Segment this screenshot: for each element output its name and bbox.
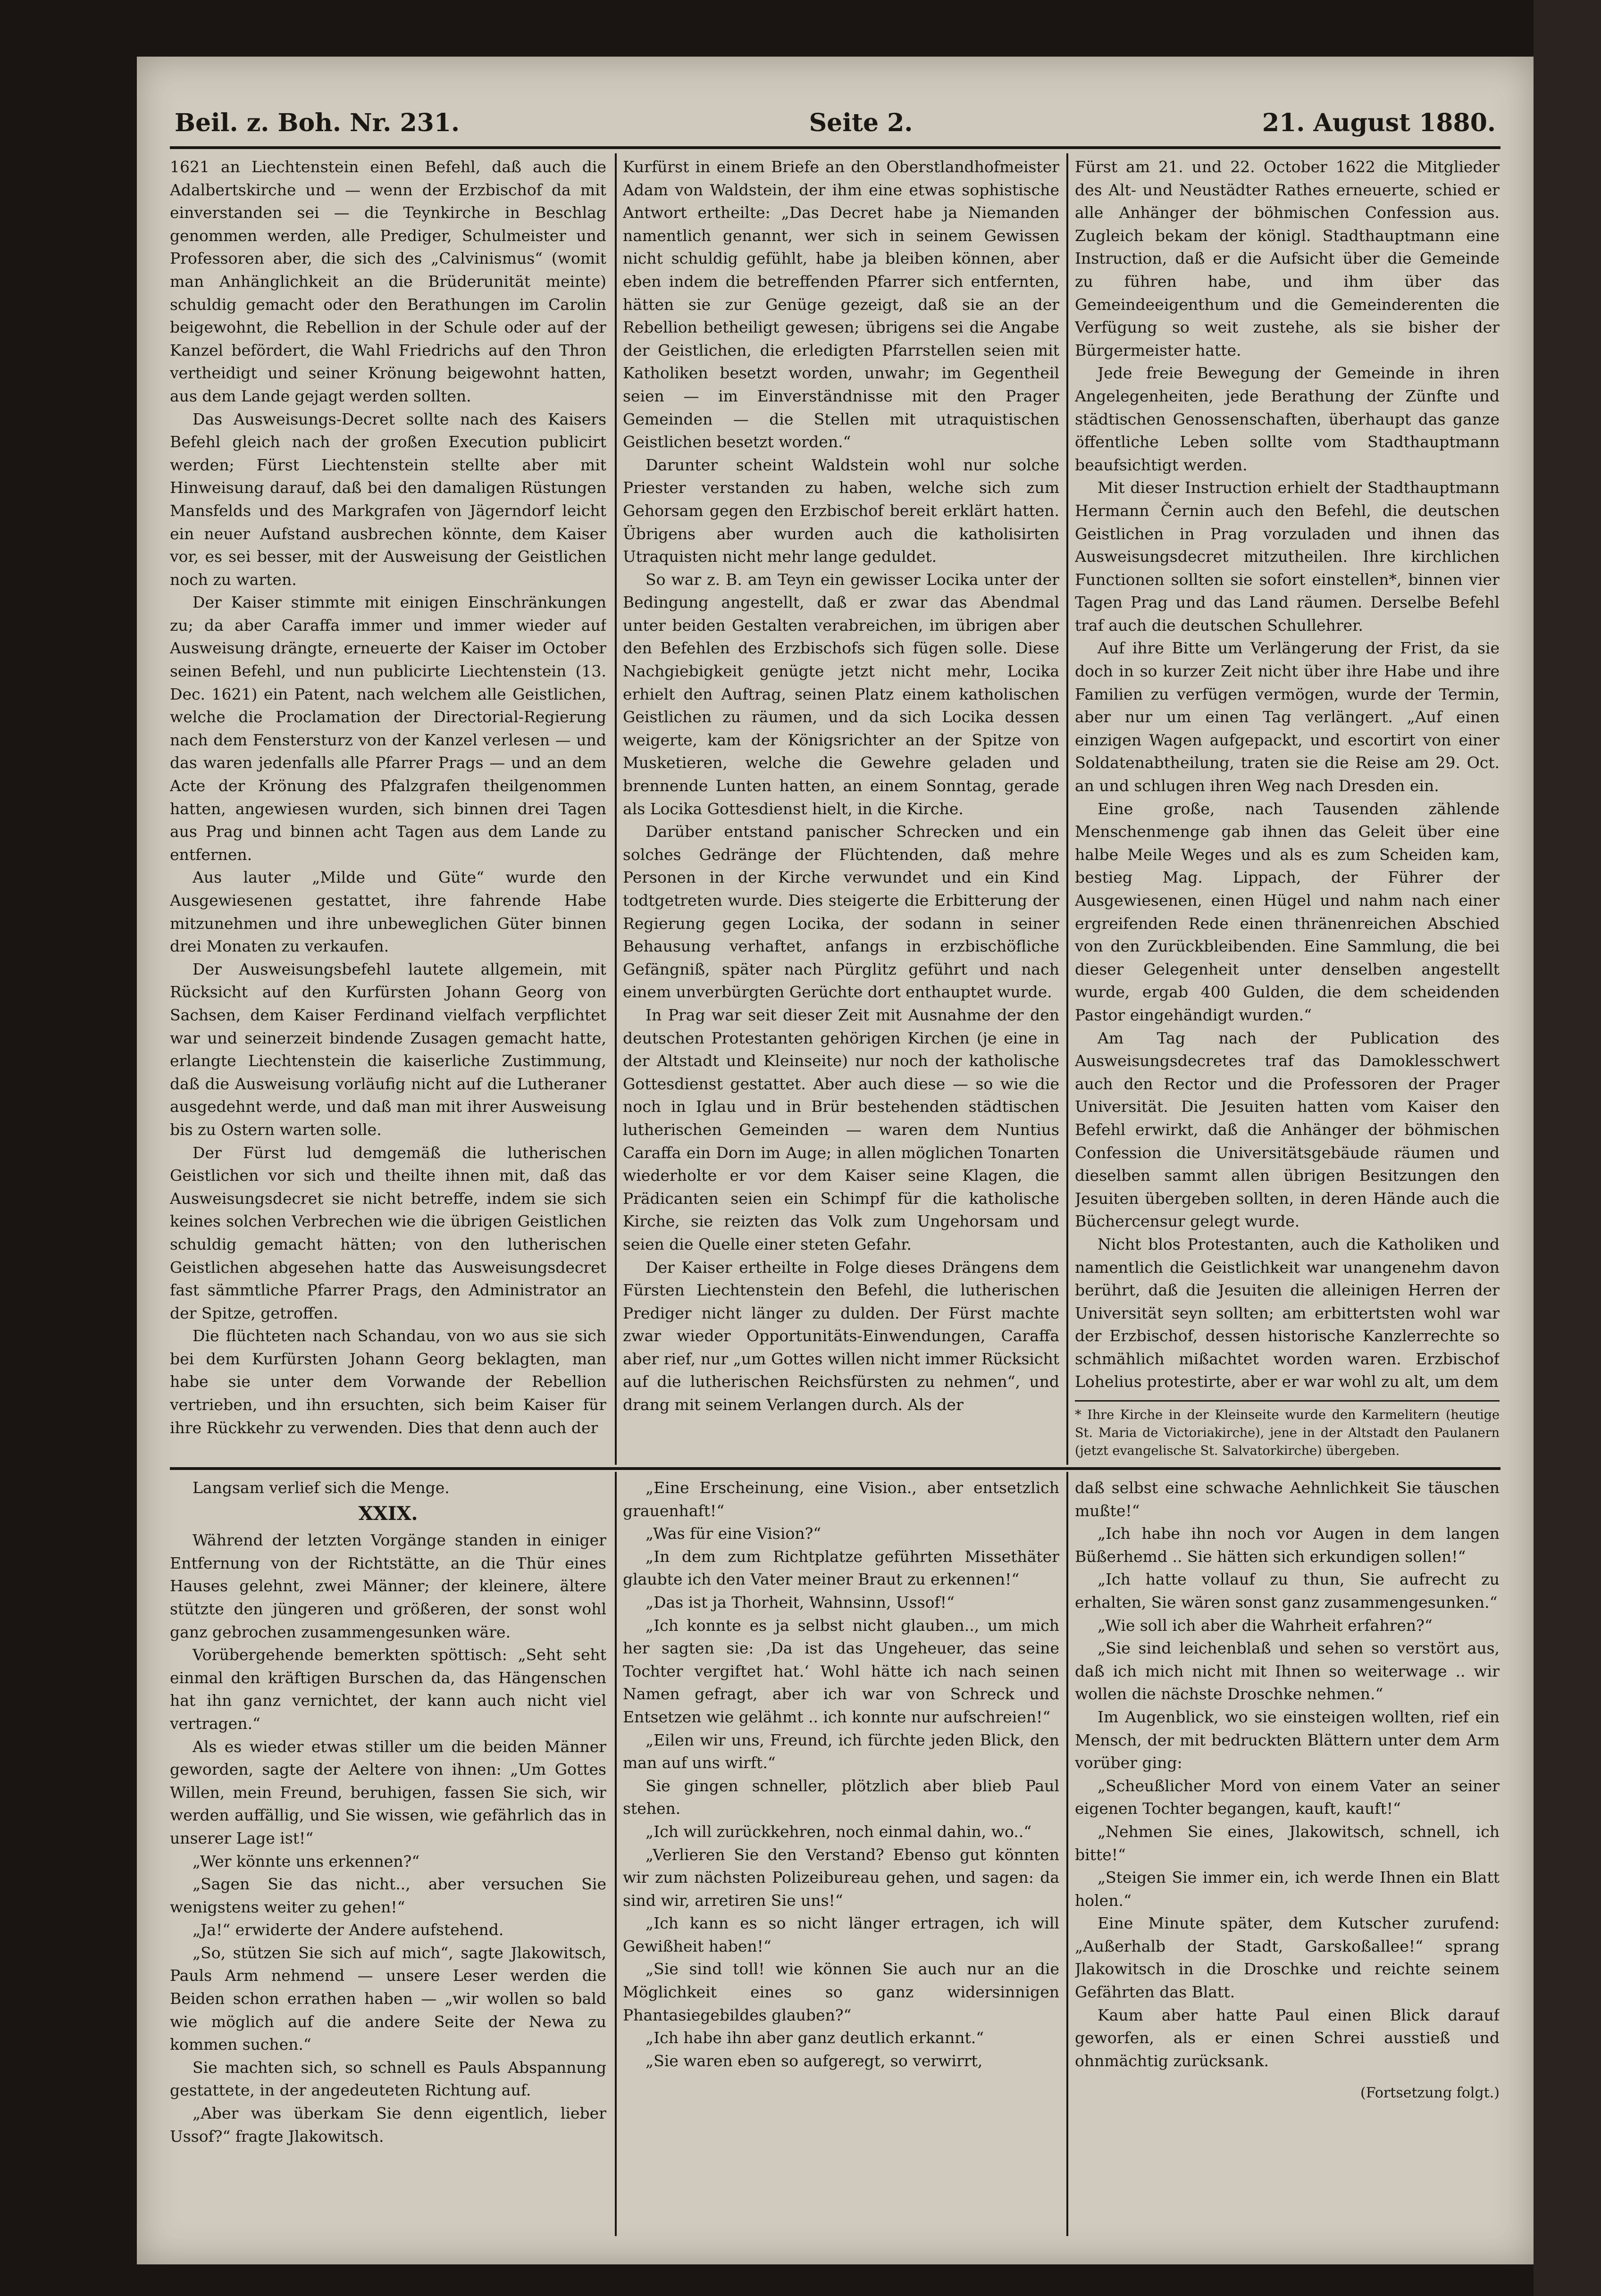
- story-paragraph: „Ich habe ihn noch vor Augen in dem langen Büßerhemd .. Sie hätten sich erkundigen sollen!“: [1075, 1524, 1500, 1566]
- page-header: [175, 104, 1496, 142]
- article-paragraph: Der Ausweisungsbefehl lautete allgemein, mit Rücksicht auf den Kurfürsten Johann Georg von Sachsen, dem Kaiser Ferdinand vielfach verpflichtet war und seinerzeit bindende Zusagen gemacht hatte, erlangte Liechtenstein die kaiserliche Zustimmung, daß die Ausweisung vorläufig nicht auf die Lutheraner ausgedehnt werde, und daß man mit ihrer Ausweisung bis zu Ostern warten solle.: [170, 960, 606, 1139]
- article-paragraph: Darüber entstand panischer Schrecken und ein solches Gedränge der Flüchtenden, daß mehre Personen in der Kirche verwundet und ein Kind todtgetreten wurde. Dies steigerte die Erbitterung der Regierung gegen Locika, der sodann in seiner Behausung verhaftet, anfangs in erzbischöfliche Gefängniß, später nach Pürglitz geführt und nach einem unverbürgten Gerüchte dort enthauptet wurde.: [623, 822, 1059, 1002]
- column-rule-3: [615, 1472, 617, 2236]
- footnote: * Ihre Kirche in der Kleinseite wurde den Karmelitern (heutige St. Maria de Victoriakirche), jene in der Altstadt den Paulanern (jetzt evangelische St. Salvatorkirche) übergeben.: [1075, 1400, 1500, 1460]
- article-paragraph: So war z. B. am Teyn ein gewisser Locika unter der Bedingung angestellt, daß er zwar das Abendmal unter beiden Gestalten verabreichen, im übrigen aber den Befehlen des Erzbischofs sich fügen solle. Diese Nachgiebigkeit genügte jetzt nicht mehr, Locika erhielt den Auftrag, seinen Platz einem katholischen Geistlichen zu räumen, und da sich Locika dessen weigerte, kam der Königsrichter an der Spitze von Musketieren, welche die Gewehre geladen und brennende Lunten hatten, an einem Sonntag, gerade als Locika Gottesdienst hielt, in die Kirche.: [623, 570, 1059, 818]
- story-paragraph: Im Augenblick, wo sie einsteigen wollten, rief ein Mensch, der mit bedruckten Blättern unter dem Arm vorüber ging:: [1075, 1707, 1500, 1772]
- column-rule-1: [615, 153, 617, 1465]
- story-paragraph: „Ich will zurückkehren, noch einmal dahin, wo..“: [645, 1822, 1032, 1841]
- header-date: 21. August 1880.: [1262, 108, 1496, 137]
- header-issue: Beil. z. Boh. Nr. 231.: [175, 108, 460, 137]
- story-paragraph: „Verlieren Sie den Verstand? Ebenso gut könnten wir zum nächsten Polizeibureau gehen, und sagen: da sind wir, arretiren Sie uns!“: [623, 1845, 1059, 1910]
- article-paragraph: Fürst am 21. und 22. October 1622 die Mitglieder des Alt- und Neustädter Rathes erneuerte, schied er alle Anhänger der böhmischen Confession aus. Zugleich bekam der königl. Stadthauptmann eine Instruction, daß er die Aufsicht über die Gemeinde zu führen habe, und ihm über das Gemeindeeigenthum und die Gemeinderenten die Verfügung so weit zustehe, als sie bisher der Bürgermeister hatte.: [1075, 158, 1500, 359]
- story-paragraph: Langsam verlief sich die Menge.: [193, 1478, 450, 1497]
- article-paragraph: Aus lauter „Milde und Güte“ wurde den Ausgewiesenen gestattet, ihre fahrende Habe mitzunehmen und ihre unbeweglichen Güter binnen drei Monaten zu verkaufen.: [170, 868, 606, 956]
- article-paragraph: Der Kaiser ertheilte in Folge dieses Drängens dem Fürsten Liechtenstein den Befehl, die lutherischen Prediger nicht länger zu dulden. Der Fürst machte zwar wieder Opportunitäts-Einwendungen, Caraffa aber rief, nur „um Gottes willen nicht immer Rücksicht auf die lutherischen Reichsfürsten zu nehmen“, und drang mit seinem Verlangen durch. Als der: [623, 1258, 1059, 1414]
- article-paragraph: Jede freie Bewegung der Gemeinde in ihren Angelegenheiten, jede Berathung der Zünfte und städtischen Genossenschaften, überhaupt das ganze öffentliche Leben sollte vom Stadthauptmann beaufsichtigt werden.: [1075, 364, 1500, 474]
- story-paragraph: „Scheußlicher Mord von einem Vater an seiner eigenen Tochter begangen, kauft, kauft!“: [1075, 1776, 1500, 1818]
- story-paragraph: Während der letzten Vorgänge standen in einiger Entfernung von der Richtstätte, an die Thür eines Hauses gelehnt, zwei Männer; der kleinere, ältere stützte den jüngeren und größeren, der sonst wohl ganz gebrochen zusammengesunken wäre.: [170, 1531, 606, 1641]
- story-paragraph: „Was für eine Vision?“: [645, 1524, 821, 1543]
- article-paragraph: In Prag war seit dieser Zeit mit Ausnahme der den deutschen Protestanten gehörigen Kirchen (je eine in der Altstadt und Kleinseite) nur noch der katholische Gottesdienst gestattet. Aber auch diese — so wie die noch in Iglau und in Brür bestehenden städtischen lutherischen Gemeinden — waren dem Nuntius Caraffa ein Dorn im Auge; in allen möglichen Tonarten wiederholte er vor dem Kaiser seine Klagen, die Prädicanten seien ein Schimpf für die katholische Kirche, sie reizten das Volk zum Ungehorsam und seien die Quelle einer steten Gefahr.: [623, 1005, 1059, 1253]
- story-paragraph: „Ich kann es so nicht länger ertragen, ich will Gewißheit haben!“: [623, 1914, 1059, 1955]
- story-paragraph: „Steigen Sie immer ein, ich werde Ihnen ein Blatt holen.“: [1075, 1868, 1500, 1910]
- continuation-note: (Fortsetzung folgt.): [1360, 2085, 1500, 2102]
- article-paragraph: Die flüchteten nach Schandau, von wo aus sie sich bei dem Kurfürsten Johann Georg beklagten, man habe sie unter dem Vorwande der Rebellion vertrieben, und ihn ersuchten, sich beim Kaiser für ihre Rückkehr zu verwenden. Dies that denn auch der: [170, 1327, 606, 1437]
- story-paragraph: „Sagen Sie das nicht.., aber versuchen Sie wenigstens weiter zu gehen!“: [170, 1875, 606, 1916]
- article-column-1: [170, 156, 606, 1462]
- story-paragraph: „Ich konnte es ja selbst nicht glauben.., um mich her sagten sie: ‚Da ist das Ungeheuer, das seine Tochter vergiftet hat.‘ Wohl hätte ich nach seinen Namen gefragt, aber ich war von Schreck und Entsetzen wie gelähmt .. ich konnte nur aufschreien!“: [623, 1616, 1059, 1726]
- article-paragraph: Darunter scheint Waldstein wohl nur solche Priester verstanden zu haben, welche sich zum Gehorsam gegen den Erzbischof bereit erklärt hatten. Übrigens aber wurden auch die katholisirten Utraquisten nicht mehr lange geduldet.: [623, 455, 1059, 566]
- story-paragraph: „In dem zum Richtplatze geführten Missethäter glaubte ich den Vater meiner Braut zu erkennen!“: [623, 1547, 1059, 1589]
- article-paragraph: Das Ausweisungs-Decret sollte nach des Kaisers Befehl gleich nach der großen Execution publicirt werden; Fürst Liechtenstein stellte aber mit Hinweisung darauf, daß bei den damaligen Rüstungen Mansfelds und des Markgrafen von Jägerndorf leicht ein neuer Aufstand ausbrechen könnte, dem Kaiser vor, es sei besser, mit der Ausweisung der Geistlichen noch zu warten.: [170, 409, 606, 589]
- story-paragraph: Vorübergehende bemerkten spöttisch: „Seht seht einmal den kräftigen Burschen da, das Hängenschen hat ihn ganz vernichtet, der kann auch nicht viel vertragen.“: [170, 1645, 606, 1733]
- story-paragraph: Eine Minute später, dem Kutscher zurufend: „Außerhalb der Stadt, Garskoßallee!“ sprang Jlakowitsch in die Droschke und reichte seinem Gefährten das Blatt.: [1075, 1914, 1500, 2002]
- story-paragraph: daß selbst eine schwache Aehnlichkeit Sie täuschen mußte!“: [1075, 1478, 1500, 1520]
- feuilleton-column-3: [1075, 1477, 1500, 2236]
- header-page-number: Seite 2.: [809, 108, 913, 137]
- story-paragraph: „Nehmen Sie eines, Jlakowitsch, schnell, ich bitte!“: [1075, 1822, 1500, 1864]
- article-column-3: [1075, 156, 1500, 1462]
- article-paragraph: Am Tag nach der Publication des Ausweisungsdecretes traf das Damoklesschwert auch den Rector und die Professoren der Prager Universität. Die Jesuiten hatten vom Kaiser den Befehl erwirkt, daß die Anhänger der böhmischen Confession die Universitätsgebäude räumen und dieselben sammt allen übrigen Besitzungen den Jesuiten übergeben sollten, in deren Hände auch die Büchercensur gelegt wurde.: [1075, 1028, 1500, 1231]
- newspaper-page: [137, 57, 1534, 2264]
- article-paragraph: Der Kaiser stimmte mit einigen Einschränkungen zu; da aber Caraffa immer und immer wieder auf Ausweisung drängte, erneuerte der Kaiser im October seinen Befehl, und nun publicirte Liechtenstein (13. Dec. 1621) ein Patent, nach welchem alle Geistlichen, welche die Proclamation der Directorial-Regierung nach dem Fenstersturz von der Kanzel verlesen — und das waren jedenfalls alle Pfarrer Prags — und an dem Acte der Krönung des Pfalzgrafen theilgenommen hatten, angewiesen wurden, sich binnen drei Tagen aus Prag und binnen acht Tagen aus dem Lande zu entfernen.: [170, 593, 606, 864]
- header-rule: [170, 146, 1500, 149]
- article-paragraph: Eine große, nach Tausenden zählende Menschenmenge gab ihnen das Geleit über eine halbe Meile Weges und als es zum Scheiden kam, bestieg Mag. Lippach, der Führer der Ausgewiesenen, einen Hügel und nahm nach einer ergreifenden Rede einen thränenreichen Abschied von den Zurückbleibenden. Eine Sammlung, die bei dieser Gelegenheit unter denselben angestellt wurde, ergab 400 Gulden, die dem scheidenden Pastor eingehändigt wurden.“: [1075, 799, 1500, 1024]
- chapter-heading: XXIX.: [358, 1502, 418, 1525]
- story-paragraph: „Wer könnte uns erkennen?“: [193, 1852, 420, 1870]
- story-paragraph: „Sie sind leichenblaß und sehen so verstört aus, daß ich mich nicht mit Ihnen so weiterwage .. wir wollen die nächste Droschke nehmen.“: [1075, 1639, 1500, 1703]
- feuilleton-rule: [170, 1467, 1500, 1470]
- story-paragraph: Sie gingen schneller, plötzlich aber blieb Paul stehen.: [623, 1776, 1059, 1818]
- story-paragraph: „Das ist ja Thorheit, Wahnsinn, Ussof!“: [645, 1593, 955, 1611]
- story-paragraph: „Ich habe ihn aber ganz deutlich erkannt.“: [645, 2029, 984, 2047]
- article-paragraph: Mit dieser Instruction erhielt der Stadthauptmann Hermann Černin auch den Befehl, die deutschen Geistlichen in Prag vorzuladen und ihnen das Ausweisungsdecret mitzutheilen. Ihre kirchlichen Functionen sollten sie sofort einstellen*, binnen vier Tagen Prag und das Land räumen. Derselbe Befehl traf auch die deutschen Schullehrer.: [1075, 478, 1500, 635]
- article-paragraph: Kurfürst in einem Briefe an den Oberstlandhofmeister Adam von Waldstein, der ihm eine etwas sophistische Antwort ertheilte: „Das Decret habe ja Niemanden namentlich genannt, wer sich in seinem Gewissen nicht schuldig gefühlt, habe ja bleiben können, aber eben indem die betreffenden Pfarrer sich entfernten, hätten sie zur Genüge gezeigt, daß sie an der Rebellion betheiligt gewesen; übrigens sei die Angabe der Geistlichen, die erledigten Pfarrstellen seien mit Katholiken besetzt worden, unwahr; im Gegentheil seien — im Einverständnisse mit den Prager Gemeinden — die Stellen mit utraquistischen Geistlichen besetzt worden.“: [623, 158, 1059, 451]
- column-rule-4: [1066, 1472, 1068, 2236]
- article-paragraph: Der Fürst lud demgemäß die lutherischen Geistlichen vor sich und theilte ihnen mit, daß das Ausweisungsdecret sie nicht betreffe, indem sie sich keines solchen Verbrechen wie die übrigen Geistlichen schuldig gemacht hätten; von den lutherischen Geistlichen abgesehen hatte das Ausweisungsdecret fast sämmtliche Pfarrer Prags, den Administrator an der Spitze, getroffen.: [170, 1143, 606, 1322]
- story-paragraph: „Aber was überkam Sie denn eigentlich, lieber Ussof?“ fragte Jlakowitsch.: [170, 2104, 606, 2146]
- story-paragraph: „Eine Erscheinung, eine Vision., aber entsetzlich grauenhaft!“: [623, 1478, 1059, 1520]
- story-paragraph: „Sie sind toll! wie können Sie auch nur an die Möglichkeit eines so ganz widersinnigen Phantasiegebildes glauben?“: [623, 1960, 1059, 2024]
- story-paragraph: „Eilen wir uns, Freund, ich fürchte jeden Blick, den man auf uns wirft.“: [623, 1730, 1059, 1772]
- feuilleton-column-1: [170, 1477, 606, 2236]
- article-column-2: [623, 156, 1059, 1462]
- story-paragraph: Sie machten sich, so schnell es Pauls Abspannung gestattete, in der angedeuteten Richtung auf.: [170, 2058, 606, 2100]
- feuilleton-column-2: [623, 1477, 1059, 2236]
- story-paragraph: „Ja!“ erwiderte der Andere aufstehend.: [193, 1920, 504, 1939]
- story-paragraph: „Ich hatte vollauf zu thun, Sie aufrecht zu erhalten, Sie wären sonst ganz zusammengesunken.“: [1075, 1570, 1500, 1611]
- article-paragraph: Auf ihre Bitte um Verlängerung der Frist, da sie doch in so kurzer Zeit nicht über ihre Habe und ihre Familien zu verfügen vermögen, wurde der Termin, aber nur um einen Tag verlängert. „Auf einen einzigen Wagen aufgepackt, und escortirt von einer Soldatenabtheilung, traten sie die Reise am 29. Oct. an und schlugen ihren Weg nach Dresden ein.: [1075, 639, 1500, 795]
- story-paragraph: „So, stützen Sie sich auf mich“, sagte Jlakowitsch, Pauls Arm nehmend — unsere Leser werden die Beiden schon errathen haben — „wir wollen so bald wie möglich auf die andere Seite der Newa zu kommen suchen.“: [170, 1943, 606, 2054]
- column-rule-2: [1066, 153, 1068, 1465]
- scan-border: [1534, 0, 1601, 2296]
- article-paragraph: Nicht blos Protestanten, auch die Katholiken und namentlich die Geistlichkeit war unangenehm davon berührt, daß die Jesuiten die alleinigen Herren der Universität seyn sollten; am erbittertsten wohl war der Erzbischof, dessen historische Kanzlerrechte so schmählich mißachtet worden waren. Erzbischof Lohelius protestirte, aber er war wohl zu alt, um dem: [1075, 1235, 1500, 1391]
- story-paragraph: Als es wieder etwas stiller um die beiden Männer geworden, sagte der Aeltere von ihnen: „Um Gottes Willen, mein Freund, beruhigen, fassen Sie sich, wir werden auffällig, und Sie wissen, wie gefährlich das in unserer Lage ist!“: [170, 1737, 606, 1847]
- story-paragraph: „Wie soll ich aber die Wahrheit erfahren?“: [1098, 1616, 1433, 1635]
- story-paragraph: Kaum aber hatte Paul einen Blick darauf geworfen, als er einen Schrei ausstieß und ohnmächtig zurücksank.: [1075, 2005, 1500, 2070]
- article-paragraph: 1621 an Liechtenstein einen Befehl, daß auch die Adalbertskirche und — wenn der Erzbischof da mit einverstanden sei — die Teynkirche in Beschlag genommen werden, alle Prediger, Schulmeister und Professoren aber, die sich des „Calvinismus“ (womit man Anhänglichkeit an die Brüderunität meinte) schuldig gemacht oder den Berathungen im Carolin beigewohnt, die Rebellion in der Schule oder auf der Kanzel befördert, die Wahl Friedrichs auf den Thron vertheidigt und seiner Krönung beigewohnt hatten, aus dem Lande gejagt werden sollten.: [170, 158, 606, 405]
- story-paragraph: „Sie waren eben so aufgeregt, so verwirrt,: [645, 2051, 983, 2070]
